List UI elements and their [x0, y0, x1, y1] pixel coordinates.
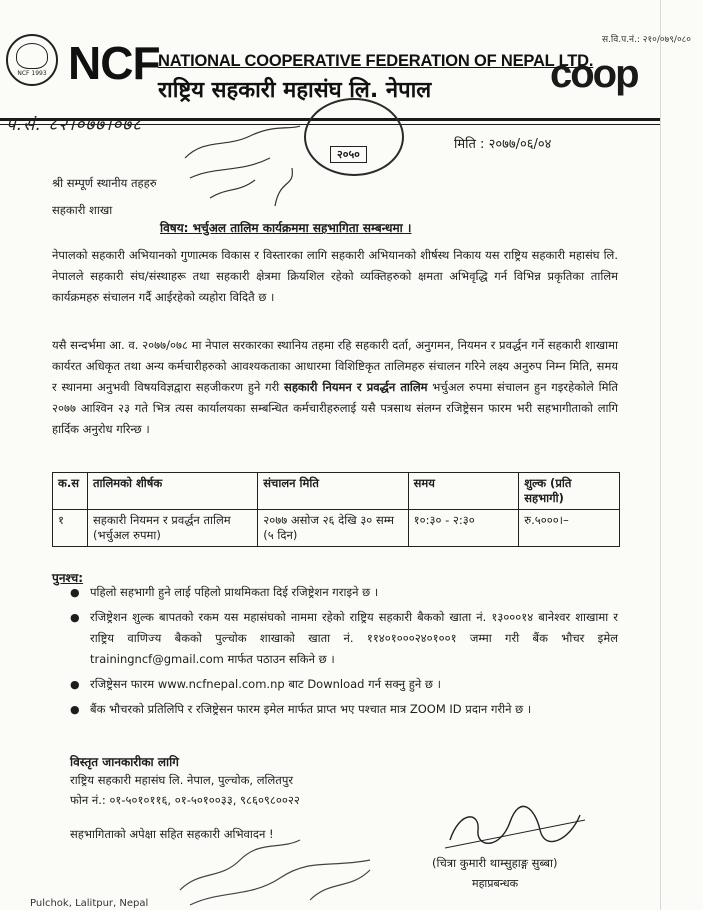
list-item: ● रजिष्ट्रेसन फारम www.ncfnepal.com.np बाट Download गर्न सक्नु हुने छ ।	[70, 674, 618, 695]
header-date: संचालन मिति	[258, 473, 408, 510]
coop-logo: coop	[550, 52, 638, 96]
seal-year: २०५०	[330, 146, 367, 163]
letter-subject: विषय: भर्चुअल तालिम कार्यक्रममा सहभागिता सम्बन्धमा ।	[160, 221, 412, 235]
table-row	[53, 510, 620, 547]
paragraph-request	[52, 335, 618, 440]
cell-title: सहकारी नियमन र प्रवर्द्धन तालिम (भर्चुअल रुपमा)	[87, 510, 257, 547]
page-edge-line	[660, 0, 661, 910]
cell-date: २०७७ असोज २६ देखि ३० सम्म (५ दिन)	[258, 510, 408, 547]
postscript-label: पुनश्च:	[52, 571, 83, 585]
header-time: समय	[408, 473, 519, 510]
recipient: श्री सम्पूर्ण स्थानीय तहहरु	[52, 176, 157, 190]
ncf-wordmark: NCF	[68, 37, 160, 89]
postscript-list	[70, 582, 618, 724]
cell-fee: रु.५०००।–	[519, 510, 620, 547]
letter-reference-number: प.सं. ८२।०७७।०७८	[6, 115, 142, 135]
list-item: ● रजिष्ट्रेशन शुल्क बापतको रकम यस महासंघको नाममा रहेको राष्ट्रिय सहकारी बैकको खाता नं. १३०००१४ बानेश्वर शाखामा र राष्ट्रिय वाणिज्य बैकको पुल्चोक शाखाको खाता नं. ११४०१०००२४०१००१ जम्मा गरी बैंक भौचर इमेल trainingncf@gmail.com मार्फत पठाउन सकिने छ ।	[70, 607, 618, 670]
paragraph-request-part2: भर्चुअल रुपमा संचालन हुन गइरहेकोले मिति २०७७ आश्विन २३ गते भित्र त्यस कार्यालयका सम्बन्धित कर्मचारीहरुलाई यसै पत्रसाथ संलग्न रजिष्ट्रेसन फारम भरी सहभागीताको लागि हार्दिक अनुरोध गरिन्छ ।	[52, 380, 618, 436]
handwritten-annotation	[180, 118, 310, 218]
list-item: ● पहिलो सहभागी हुने लाई पहिलो प्राथमिकता दिई रजिष्ट्रेशन गराइने छ ।	[70, 582, 618, 603]
header-serial: क.स	[53, 473, 88, 510]
organization-name-nepali: राष्ट्रिय सहकारी महासंघ लि. नेपाल	[158, 78, 432, 103]
signature	[440, 800, 590, 856]
training-schedule-table	[52, 472, 620, 547]
emblem-icon	[16, 43, 48, 69]
cell-time: १०:३० - २:३०	[408, 510, 519, 547]
paragraph-request-part1: यसै सन्दर्भमा आ. व. २०७७/०७८ मा नेपाल सरकारका स्थानिय तहमा रहि सहकारी दर्ता, अनुगमन, नियमन र प्रवर्द्धन गर्ने सहकारी शाखामा कार्यरत अधिकृत तथा अन्य कर्मचारीहरुको आवश्यकताका आधारमा विशिष्टिकृत तालिमहरु संचालन गरिने लक्ष्य अनुरुप निम्न मिति, समय र स्थानमा अनुभवी विषयविज्ञद्वारा सहजीकरण हुने गरी	[52, 338, 618, 394]
cell-serial: १	[53, 510, 88, 547]
recipient-branch: सहकारी शाखा	[52, 203, 113, 217]
signatory-title: महाप्रबन्धक	[472, 877, 519, 890]
header-title: तालिमको शीर्षक	[87, 473, 257, 510]
letter-date: मिति : २०७७/०६/०४	[454, 137, 552, 152]
organization-name-english: NATIONAL COOPERATIVE FEDERATION OF NEPAL LTD.	[158, 52, 594, 70]
closing-greeting: सहभागिताको अपेक्षा सहित सहकारी अभिवादन !	[70, 827, 274, 841]
list-item: ● बैंक भौचरको प्रतिलिपि र रजिष्ट्रेसन फारम इमेल मार्फत प्राप्त भए पश्चात मात्र ZOOM ID प्रदान गरीने छ ।	[70, 699, 618, 720]
reference-number-top: स.वि.प.नं.: २१०/०७९/०८०	[601, 35, 691, 45]
signatory-name: (चित्रा कुमारी थाम्सुहाङ्ग सुब्बा)	[432, 856, 558, 870]
logo-year: NCF 1993	[17, 69, 47, 77]
training-name-bold: सहकारी नियमन र प्रवर्द्धन तालिम	[284, 380, 428, 394]
paragraph-intro: नेपालको सहकारी अभियानको गुणात्मक विकास र विस्तारका लागि सहकारी अभियानको शीर्षस्थ निकाय यस राष्ट्रिय सहकारी महासंघ लि. नेपालले सहकारी संघ/संस्थाहरू तथा सहकारी क्षेत्रमा क्रियशिल रहेको व्यक्तिहरुको क्षमता अभिवृद्धि गर्न विभिन्न प्रकृतिका तालिम कार्यक्रमहरु संचालन गर्दै आईरहेको व्यहोरा विदितै छ ।	[52, 248, 618, 304]
footer-address: Pulchok, Lalitpur, Nepal	[30, 898, 149, 909]
ncf-emblem-logo	[6, 34, 58, 86]
table-header-row	[53, 473, 620, 510]
contact-phone: फोन नं.: ०१-५०१०११६, ०१-५०१००३३, ९८६०९८००२२	[70, 793, 300, 807]
official-seal-stamp	[304, 98, 404, 176]
contact-heading: विस्तृत जानकारीका लागि	[70, 755, 179, 769]
header-fee: शुल्क (प्रति सहभागी)	[519, 473, 620, 510]
handwritten-note-bottom	[170, 820, 410, 910]
contact-address: राष्ट्रिय सहकारी महासंघ लि. नेपाल, पुल्चोक, ललितपुर	[70, 773, 294, 787]
